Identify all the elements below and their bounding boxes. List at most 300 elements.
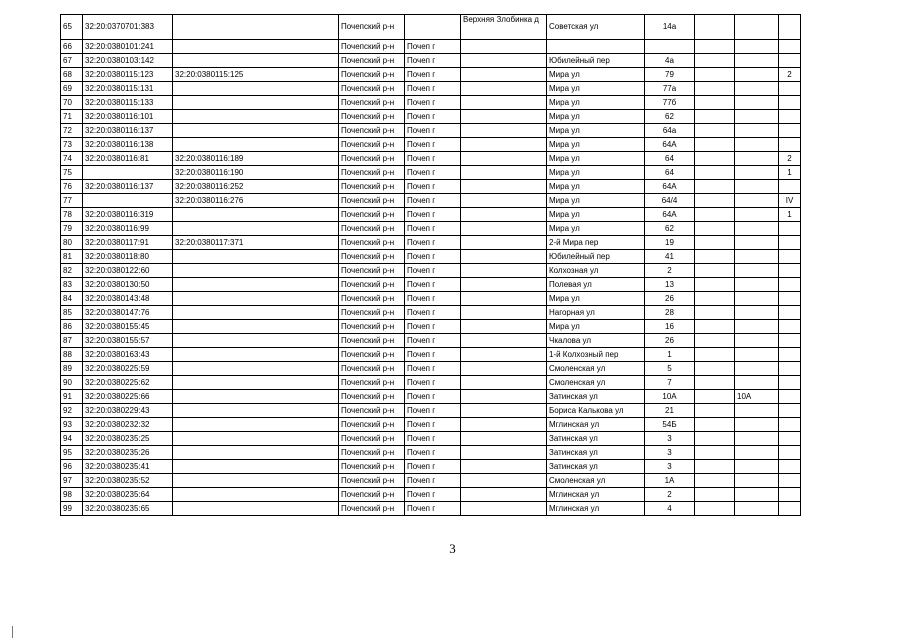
locality-cell — [461, 348, 547, 362]
house-alt-cell — [735, 166, 779, 180]
house-alt-cell — [735, 446, 779, 460]
street-cell: Мира ул — [547, 180, 645, 194]
building-cell — [695, 194, 735, 208]
cadastral-number-cell: 32:20:0380122:60 — [83, 264, 173, 278]
linked-cadastral-number-cell — [173, 40, 339, 54]
table-row — [61, 292, 801, 306]
city-cell: Почеп г — [405, 292, 461, 306]
cadastral-number-cell: 32:20:0380116:99 — [83, 222, 173, 236]
district-cell: Почепский р-н — [339, 264, 405, 278]
row-number-cell: 96 — [61, 460, 83, 474]
street-cell: Мира ул — [547, 110, 645, 124]
building-cell — [695, 138, 735, 152]
house-alt-cell — [735, 208, 779, 222]
house-alt-cell — [735, 152, 779, 166]
locality-cell — [461, 460, 547, 474]
district-cell: Почепский р-н — [339, 250, 405, 264]
row-number-cell: 89 — [61, 362, 83, 376]
table-row — [61, 460, 801, 474]
house-alt-cell — [735, 432, 779, 446]
locality-cell — [461, 306, 547, 320]
building-cell — [695, 474, 735, 488]
street-cell: Мира ул — [547, 166, 645, 180]
linked-cadastral-number-cell — [173, 320, 339, 334]
table-row — [61, 418, 801, 432]
extra-cell — [779, 390, 801, 404]
table-row — [61, 222, 801, 236]
extra-cell — [779, 292, 801, 306]
city-cell: Почеп г — [405, 502, 461, 516]
city-cell: Почеп г — [405, 138, 461, 152]
row-number-cell: 66 — [61, 40, 83, 54]
district-cell: Почепский р-н — [339, 222, 405, 236]
street-cell: Мира ул — [547, 96, 645, 110]
extra-cell — [779, 222, 801, 236]
house-number-cell: 7 — [645, 376, 695, 390]
district-cell: Почепский р-н — [339, 180, 405, 194]
house-number-cell: 1А — [645, 474, 695, 488]
locality-cell — [461, 474, 547, 488]
linked-cadastral-number-cell — [173, 222, 339, 236]
table-row — [61, 404, 801, 418]
house-number-cell: 14а — [645, 15, 695, 40]
city-cell: Почеп г — [405, 404, 461, 418]
house-alt-cell — [735, 348, 779, 362]
linked-cadastral-number-cell — [173, 390, 339, 404]
house-alt-cell — [735, 222, 779, 236]
cadastral-number-cell: 32:20:0380235:26 — [83, 446, 173, 460]
linked-cadastral-number-cell — [173, 264, 339, 278]
linked-cadastral-number-cell — [173, 334, 339, 348]
cadastral-number-cell: 32:20:0380116:101 — [83, 110, 173, 124]
house-alt-cell — [735, 40, 779, 54]
street-cell: Юбилейный пер — [547, 54, 645, 68]
district-cell: Почепский р-н — [339, 166, 405, 180]
building-cell — [695, 306, 735, 320]
linked-cadastral-number-cell — [173, 82, 339, 96]
building-cell — [695, 110, 735, 124]
extra-cell — [779, 250, 801, 264]
house-alt-cell — [735, 68, 779, 82]
locality-cell — [461, 334, 547, 348]
district-cell: Почепский р-н — [339, 460, 405, 474]
extra-cell — [779, 54, 801, 68]
house-alt-cell — [735, 124, 779, 138]
extra-cell — [779, 502, 801, 516]
locality-cell — [461, 54, 547, 68]
row-number-cell: 77 — [61, 194, 83, 208]
district-cell: Почепский р-н — [339, 82, 405, 96]
row-number-cell: 75 — [61, 166, 83, 180]
house-number-cell: 77а — [645, 82, 695, 96]
table-row — [61, 390, 801, 404]
locality-cell — [461, 264, 547, 278]
street-cell: Затинская ул — [547, 390, 645, 404]
district-cell: Почепский р-н — [339, 320, 405, 334]
row-number-cell: 72 — [61, 124, 83, 138]
locality-cell — [461, 40, 547, 54]
city-cell: Почеп г — [405, 194, 461, 208]
row-number-cell: 92 — [61, 404, 83, 418]
cadastral-number-cell — [83, 194, 173, 208]
locality-cell — [461, 68, 547, 82]
cadastral-number-cell: 32:20:0380143:48 — [83, 292, 173, 306]
house-alt-cell — [735, 236, 779, 250]
street-cell: Колхозная ул — [547, 264, 645, 278]
locality-cell — [461, 152, 547, 166]
building-cell — [695, 460, 735, 474]
building-cell — [695, 362, 735, 376]
building-cell — [695, 40, 735, 54]
building-cell — [695, 390, 735, 404]
extra-cell — [779, 96, 801, 110]
extra-cell — [779, 474, 801, 488]
extra-cell — [779, 306, 801, 320]
row-number-cell: 85 — [61, 306, 83, 320]
street-cell: 2-й Мира пер — [547, 236, 645, 250]
street-cell: Мира ул — [547, 292, 645, 306]
table-row — [61, 40, 801, 54]
cadastral-number-cell: 32:20:0380225:62 — [83, 376, 173, 390]
house-alt-cell — [735, 264, 779, 278]
house-number-cell: 64А — [645, 180, 695, 194]
linked-cadastral-number-cell — [173, 250, 339, 264]
locality-cell — [461, 110, 547, 124]
house-number-cell: 28 — [645, 306, 695, 320]
locality-cell: Верхняя Злобинка д — [461, 15, 547, 40]
building-cell — [695, 488, 735, 502]
house-alt-cell — [735, 376, 779, 390]
building-cell — [695, 502, 735, 516]
row-number-cell: 76 — [61, 180, 83, 194]
row-number-cell: 81 — [61, 250, 83, 264]
street-cell: Мира ул — [547, 208, 645, 222]
locality-cell — [461, 488, 547, 502]
locality-cell — [461, 278, 547, 292]
extra-cell — [779, 334, 801, 348]
district-cell: Почепский р-н — [339, 376, 405, 390]
district-cell: Почепский р-н — [339, 208, 405, 222]
extra-cell — [779, 15, 801, 40]
table-row — [61, 250, 801, 264]
city-cell: Почеп г — [405, 222, 461, 236]
row-number-cell: 90 — [61, 376, 83, 390]
district-cell: Почепский р-н — [339, 15, 405, 40]
city-cell: Почеп г — [405, 82, 461, 96]
linked-cadastral-number-cell — [173, 362, 339, 376]
linked-cadastral-number-cell — [173, 446, 339, 460]
linked-cadastral-number-cell — [173, 306, 339, 320]
row-number-cell: 80 — [61, 236, 83, 250]
district-cell: Почепский р-н — [339, 54, 405, 68]
city-cell: Почеп г — [405, 166, 461, 180]
house-alt-cell — [735, 502, 779, 516]
house-number-cell: 3 — [645, 446, 695, 460]
district-cell: Почепский р-н — [339, 194, 405, 208]
linked-cadastral-number-cell: 32:20:0380115:125 — [173, 68, 339, 82]
register-body — [61, 15, 801, 516]
house-number-cell: 2 — [645, 264, 695, 278]
locality-cell — [461, 236, 547, 250]
city-cell: Почеп г — [405, 208, 461, 222]
table-row — [61, 208, 801, 222]
street-cell: Советская ул — [547, 15, 645, 40]
linked-cadastral-number-cell: 32:20:0380117:371 — [173, 236, 339, 250]
extra-cell — [779, 40, 801, 54]
row-number-cell: 88 — [61, 348, 83, 362]
table-row — [61, 474, 801, 488]
house-number-cell: 64 — [645, 152, 695, 166]
building-cell — [695, 418, 735, 432]
cadastral-number-cell: 32:20:0380116:81 — [83, 152, 173, 166]
locality-cell — [461, 320, 547, 334]
house-number-cell: 26 — [645, 334, 695, 348]
cadastral-number-cell: 32:20:0380116:319 — [83, 208, 173, 222]
district-cell: Почепский р-н — [339, 306, 405, 320]
cadastral-number-cell: 32:20:0380163:43 — [83, 348, 173, 362]
extra-cell: 1 — [779, 208, 801, 222]
city-cell: Почеп г — [405, 96, 461, 110]
house-alt-cell — [735, 306, 779, 320]
street-cell: Смоленская ул — [547, 376, 645, 390]
house-alt-cell — [735, 138, 779, 152]
extra-cell — [779, 432, 801, 446]
district-cell: Почепский р-н — [339, 390, 405, 404]
street-cell: Мглинская ул — [547, 502, 645, 516]
table-row — [61, 166, 801, 180]
street-cell: Затинская ул — [547, 460, 645, 474]
locality-cell — [461, 250, 547, 264]
row-number-cell: 67 — [61, 54, 83, 68]
cadastral-number-cell: 32:20:0380116:137 — [83, 180, 173, 194]
locality-cell — [461, 502, 547, 516]
city-cell: Почеп г — [405, 348, 461, 362]
street-cell: Мира ул — [547, 194, 645, 208]
house-alt-cell — [735, 15, 779, 40]
linked-cadastral-number-cell: 32:20:0380116:252 — [173, 180, 339, 194]
table-row — [61, 138, 801, 152]
row-number-cell: 70 — [61, 96, 83, 110]
district-cell: Почепский р-н — [339, 292, 405, 306]
street-cell: Юбилейный пер — [547, 250, 645, 264]
locality-cell — [461, 138, 547, 152]
extra-cell — [779, 460, 801, 474]
linked-cadastral-number-cell — [173, 208, 339, 222]
district-cell: Почепский р-н — [339, 152, 405, 166]
row-number-cell: 94 — [61, 432, 83, 446]
linked-cadastral-number-cell — [173, 488, 339, 502]
district-cell: Почепский р-н — [339, 432, 405, 446]
city-cell: Почеп г — [405, 124, 461, 138]
house-number-cell: 21 — [645, 404, 695, 418]
house-alt-cell — [735, 320, 779, 334]
city-cell: Почеп г — [405, 488, 461, 502]
linked-cadastral-number-cell — [173, 432, 339, 446]
street-cell: Мира ул — [547, 68, 645, 82]
house-number-cell: 77б — [645, 96, 695, 110]
city-cell: Почеп г — [405, 446, 461, 460]
cadastral-number-cell: 32:20:0380235:65 — [83, 502, 173, 516]
street-cell: Мира ул — [547, 222, 645, 236]
street-cell: Мира ул — [547, 138, 645, 152]
house-alt-cell — [735, 278, 779, 292]
cadastral-number-cell: 32:20:0380229:43 — [83, 404, 173, 418]
locality-cell — [461, 376, 547, 390]
table-row — [61, 194, 801, 208]
building-cell — [695, 54, 735, 68]
city-cell: Почеп г — [405, 54, 461, 68]
district-cell: Почепский р-н — [339, 362, 405, 376]
locality-cell — [461, 96, 547, 110]
building-cell — [695, 404, 735, 418]
house-number-cell: 64/4 — [645, 194, 695, 208]
city-cell: Почеп г — [405, 474, 461, 488]
extra-cell — [779, 446, 801, 460]
extra-cell — [779, 376, 801, 390]
linked-cadastral-number-cell: 32:20:0380116:189 — [173, 152, 339, 166]
locality-cell — [461, 446, 547, 460]
linked-cadastral-number-cell — [173, 15, 339, 40]
house-number-cell: 62 — [645, 110, 695, 124]
street-cell: Мира ул — [547, 124, 645, 138]
building-cell — [695, 334, 735, 348]
table-row — [61, 348, 801, 362]
table-row — [61, 446, 801, 460]
linked-cadastral-number-cell — [173, 278, 339, 292]
house-number-cell: 4а — [645, 54, 695, 68]
city-cell: Почеп г — [405, 334, 461, 348]
house-alt-cell — [735, 54, 779, 68]
house-number-cell: 3 — [645, 432, 695, 446]
cadastral-number-cell: 32:20:0380225:59 — [83, 362, 173, 376]
linked-cadastral-number-cell — [173, 292, 339, 306]
linked-cadastral-number-cell — [173, 348, 339, 362]
house-alt-cell — [735, 110, 779, 124]
city-cell: Почеп г — [405, 236, 461, 250]
street-cell: Смоленская ул — [547, 362, 645, 376]
street-cell: Мира ул — [547, 82, 645, 96]
table-row — [61, 488, 801, 502]
locality-cell — [461, 124, 547, 138]
building-cell — [695, 82, 735, 96]
row-number-cell: 86 — [61, 320, 83, 334]
house-alt-cell — [735, 250, 779, 264]
house-number-cell: 2 — [645, 488, 695, 502]
building-cell — [695, 432, 735, 446]
row-number-cell: 98 — [61, 488, 83, 502]
house-number-cell: 16 — [645, 320, 695, 334]
linked-cadastral-number-cell — [173, 418, 339, 432]
cadastral-number-cell: 32:20:0380232:32 — [83, 418, 173, 432]
house-number-cell: 64А — [645, 208, 695, 222]
table-row — [61, 15, 801, 40]
city-cell: Почеп г — [405, 152, 461, 166]
district-cell: Почепский р-н — [339, 474, 405, 488]
row-number-cell: 97 — [61, 474, 83, 488]
house-alt-cell — [735, 180, 779, 194]
house-number-cell: 13 — [645, 278, 695, 292]
building-cell — [695, 96, 735, 110]
extra-cell — [779, 404, 801, 418]
house-number-cell: 26 — [645, 292, 695, 306]
row-number-cell: 68 — [61, 68, 83, 82]
extra-cell: 1 — [779, 166, 801, 180]
house-number-cell: 62 — [645, 222, 695, 236]
extra-cell: 2 — [779, 152, 801, 166]
row-number-cell: 91 — [61, 390, 83, 404]
street-cell: Полевая ул — [547, 278, 645, 292]
cadastral-number-cell: 32:20:0380155:45 — [83, 320, 173, 334]
city-cell: Почеп г — [405, 180, 461, 194]
cadastral-number-cell: 32:20:0380235:41 — [83, 460, 173, 474]
linked-cadastral-number-cell — [173, 404, 339, 418]
table-row — [61, 334, 801, 348]
building-cell — [695, 208, 735, 222]
district-cell: Почепский р-н — [339, 278, 405, 292]
street-cell: 1-й Колхозный пер — [547, 348, 645, 362]
row-number-cell: 83 — [61, 278, 83, 292]
extra-cell — [779, 320, 801, 334]
row-number-cell: 65 — [61, 15, 83, 40]
house-number-cell: 10А — [645, 390, 695, 404]
extra-cell: 2 — [779, 68, 801, 82]
house-number-cell: 4 — [645, 502, 695, 516]
building-cell — [695, 236, 735, 250]
district-cell: Почепский р-н — [339, 124, 405, 138]
district-cell: Почепский р-н — [339, 446, 405, 460]
table-row — [61, 110, 801, 124]
street-cell: Нагорная ул — [547, 306, 645, 320]
locality-cell — [461, 292, 547, 306]
district-cell: Почепский р-н — [339, 236, 405, 250]
cadastral-number-cell: 32:20:0380225:66 — [83, 390, 173, 404]
extra-cell — [779, 236, 801, 250]
cadastral-number-cell: 32:20:0370701:383 — [83, 15, 173, 40]
cadastral-number-cell: 32:20:0380235:64 — [83, 488, 173, 502]
house-alt-cell — [735, 362, 779, 376]
table-row — [61, 82, 801, 96]
row-number-cell: 82 — [61, 264, 83, 278]
row-number-cell: 71 — [61, 110, 83, 124]
district-cell: Почепский р-н — [339, 418, 405, 432]
table-row — [61, 432, 801, 446]
extra-cell — [779, 138, 801, 152]
cadastral-number-cell: 32:20:0380118:80 — [83, 250, 173, 264]
street-cell: Чкалова ул — [547, 334, 645, 348]
house-number-cell: 64А — [645, 138, 695, 152]
row-number-cell: 99 — [61, 502, 83, 516]
street-cell: Смоленская ул — [547, 474, 645, 488]
district-cell: Почепский р-н — [339, 40, 405, 54]
extra-cell — [779, 488, 801, 502]
street-cell: Затинская ул — [547, 446, 645, 460]
table-row — [61, 502, 801, 516]
locality-cell — [461, 362, 547, 376]
house-number-cell: 3 — [645, 460, 695, 474]
cadastral-number-cell: 32:20:0380115:131 — [83, 82, 173, 96]
house-alt-cell — [735, 82, 779, 96]
locality-cell — [461, 222, 547, 236]
street-cell: Мира ул — [547, 152, 645, 166]
linked-cadastral-number-cell — [173, 110, 339, 124]
building-cell — [695, 166, 735, 180]
city-cell: Почеп г — [405, 376, 461, 390]
street-cell: Мглинская ул — [547, 488, 645, 502]
locality-cell — [461, 194, 547, 208]
house-alt-cell — [735, 292, 779, 306]
city-cell: Почеп г — [405, 250, 461, 264]
locality-cell — [461, 166, 547, 180]
